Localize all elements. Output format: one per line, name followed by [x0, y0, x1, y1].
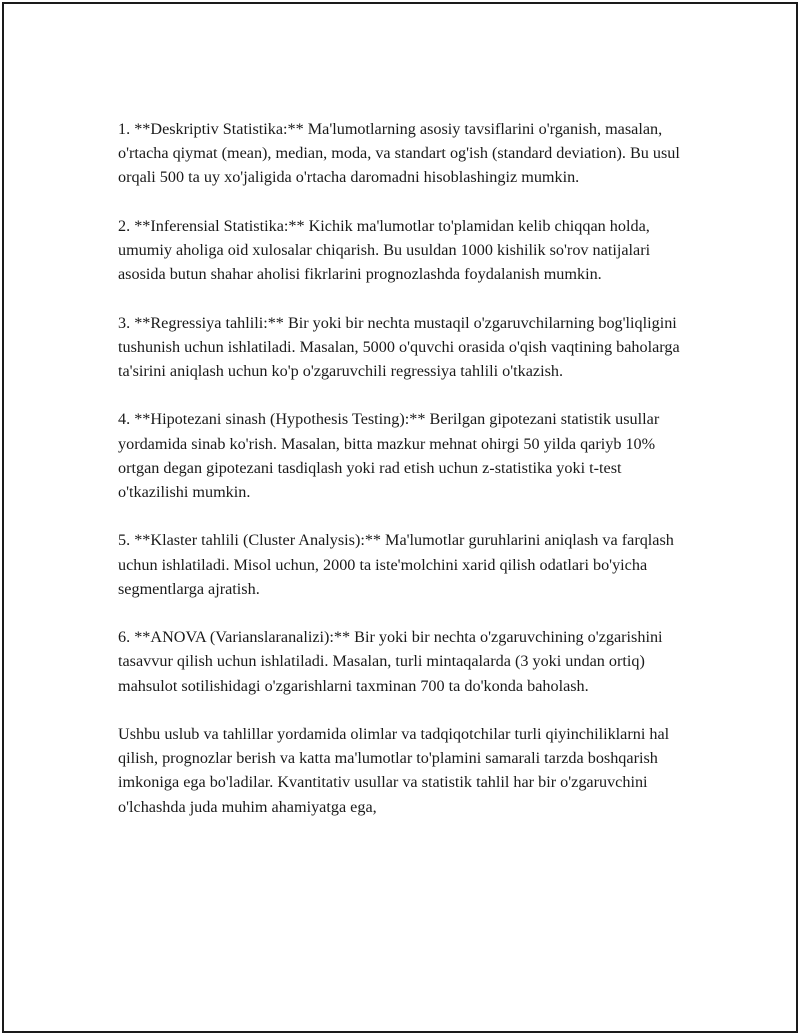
- paragraph-conclusion: Ushbu uslub va tahlillar yordamida olimlar va tadqiqotchilar turli qiyinchiliklarni hal qilish, prognozlar berish va katta ma'lumotlar to'plamini samarali tarzda boshqarish imkoniga ega bo'ladilar. Kvantitativ usullar va statistik tahlil har bir o'zgaruvchini o'lchashda juda muhim ahamiyatga ega,: [118, 724, 670, 816]
- paragraph-hypothesis-testing: 4. **Hipotezani sinash (Hypothesis Testing):** Berilgan gipotezani statistik usullar yordamida sinab ko'rish. Masalan, bitta mazkur mehnat ohirgi 50 yilda qariyb 10% ortgan degan gipotezani tasdiqlash yoki rad etish uchun z-statistika yoki t-test o'tkazilishi mumkin.: [118, 410, 660, 501]
- paragraph-inferential-statistics: 2. **Inferensial Statistika:** Kichik ma'lumotlar to'plamidan kelib chiqqan holda, umumiy aholiga oid xulosalar chiqarish. Bu usuldan 1000 kishilik so'rov natijalari asosida butun shahar aholisi fikrlarini prognozlashda foydalanish mumkin.: [118, 216, 651, 284]
- paragraph-cluster-analysis: 5. **Klaster tahlili (Cluster Analysis):** Ma'lumotlar guruhlarini aniqlash va farqlash uchun ishlatiladi. Misol uchun, 2000 ta iste'molchini xarid qilish odatlari bo'yicha segmentlarga ajratish.: [118, 531, 674, 598]
- paragraph-descriptive-statistics: 1. **Deskriptiv Statistika:** Ma'lumotlarning asosiy tavsiflarini o'rganish, masalan, o'rtacha qiymat (mean), median, moda, va standart og'ish (standard deviation). Bu usul orqali 500 ta uy xo'jaligida o'rtacha daromadni hisoblashingiz mumkin.: [118, 120, 680, 187]
- paragraph-regression-analysis: 3. **Regressiya tahlili:** Bir yoki bir nechta mustaqil o'zgaruvchilarning bog'liqligini tushunish uchun ishlatiladi. Masalan, 5000 o'quvchi orasida o'qish vaqtining baholarga ta'sirini aniqlash uchun ko'p o'zgaruvchili regressiya tahlili o'tkazish.: [118, 313, 680, 380]
- paragraph-anova: 6. **ANOVA (Varianslaranalizi):** Bir yoki bir nechta o'zgaruvchining o'zgarishini tasavvur qilish uchun ishlatiladi. Masalan, turli mintaqalarda (3 yoki undan ortiq) mahsulot sotilishidagi o'zgarishlarni taxminan 700 ta do'konda baholash.: [118, 628, 663, 695]
- document-body: [118, 117, 690, 843]
